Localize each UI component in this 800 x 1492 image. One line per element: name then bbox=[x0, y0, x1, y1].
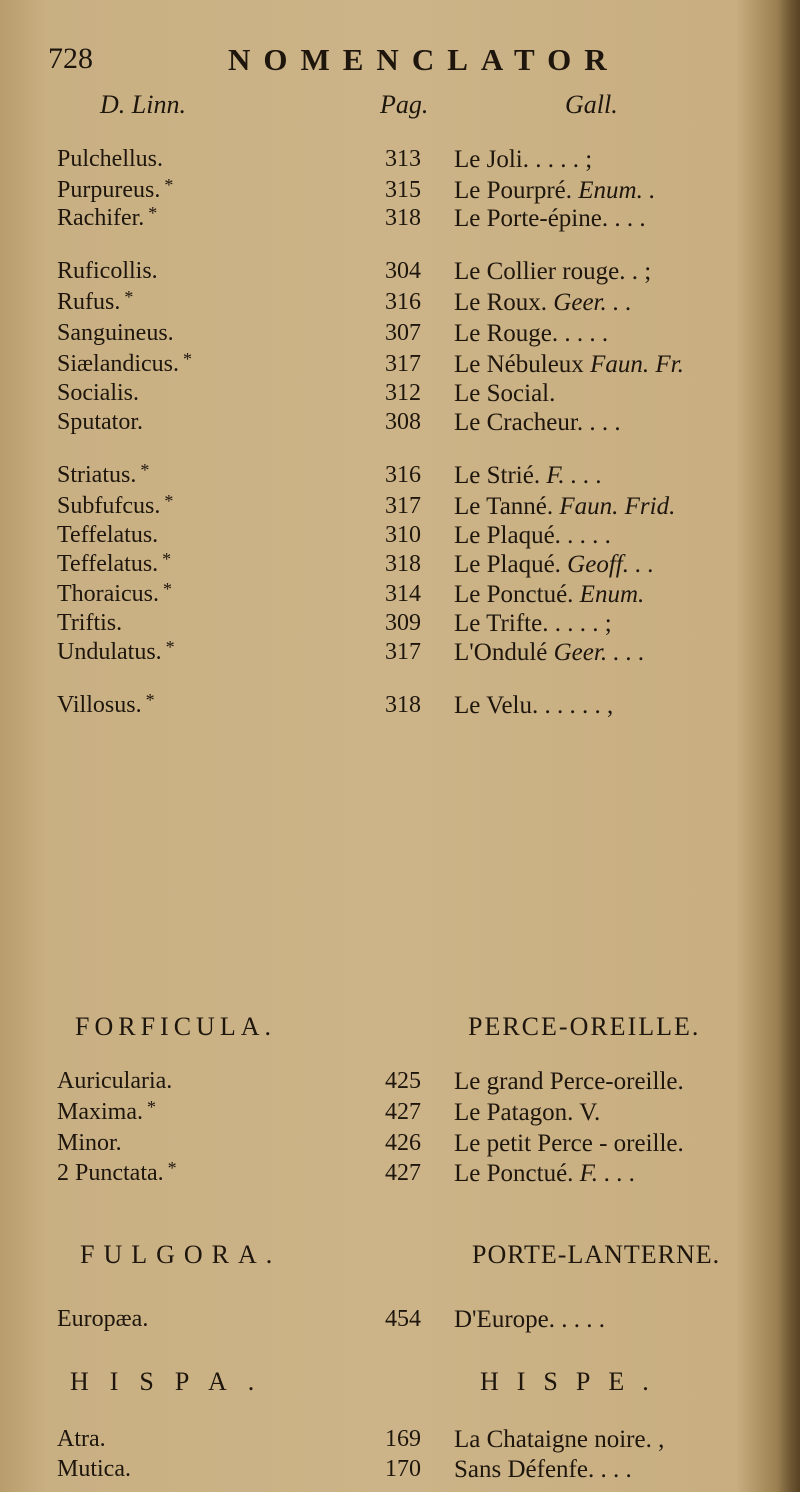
latin-name bbox=[57, 462, 149, 489]
entry-row bbox=[0, 205, 800, 239]
asterisk-mark: * bbox=[148, 203, 158, 223]
page-header bbox=[48, 42, 748, 82]
french-name-text: Le Rouge. . . . . bbox=[454, 320, 609, 347]
latin-name bbox=[57, 692, 155, 719]
french-name-text: Le Joli. . . . . ; bbox=[454, 146, 593, 173]
french-name bbox=[454, 551, 654, 579]
french-name-text: Le Collier rouge. . ; bbox=[454, 258, 652, 285]
section-french: PORTE-LANTERNE. bbox=[472, 1240, 721, 1269]
asterisk-mark: * bbox=[183, 349, 193, 369]
authority-abbreviation: Enum. . bbox=[578, 177, 656, 204]
page-reference: 318 bbox=[385, 692, 421, 718]
french-name-text: Le Tanné. bbox=[454, 493, 554, 520]
latin-name bbox=[57, 320, 178, 347]
latin-name bbox=[57, 1306, 152, 1333]
entry-row bbox=[0, 1068, 800, 1102]
french-name-text: Le grand Perce-oreille. bbox=[454, 1068, 684, 1095]
authority-abbreviation: Geer. . . bbox=[553, 289, 632, 316]
latin-name-text: Siælandicus. bbox=[57, 351, 180, 377]
page-number: 728 bbox=[48, 42, 93, 75]
french-name bbox=[454, 610, 612, 638]
authority-abbreviation: Enum. bbox=[579, 581, 645, 608]
authority-abbreviation: Geer. . . . bbox=[553, 639, 645, 666]
authority-abbreviation: Geoff. . . bbox=[567, 551, 654, 578]
latin-name-text: Striatus. bbox=[57, 462, 137, 488]
entry-row bbox=[0, 692, 800, 726]
french-name bbox=[454, 1306, 605, 1334]
french-name bbox=[454, 522, 611, 550]
french-name-text: Le Nébuleux bbox=[454, 351, 584, 378]
latin-name bbox=[57, 146, 167, 173]
latin-name bbox=[57, 205, 157, 232]
asterisk-mark: * bbox=[145, 690, 155, 710]
latin-name-text: Triftis. bbox=[57, 610, 123, 636]
page-reference: 310 bbox=[385, 522, 421, 548]
latin-name bbox=[57, 639, 175, 666]
french-name-text: Le petit Perce - oreille. bbox=[454, 1130, 684, 1157]
french-name bbox=[454, 639, 645, 667]
french-name bbox=[454, 409, 621, 437]
entry-row bbox=[0, 1456, 800, 1490]
entry-row bbox=[0, 409, 800, 443]
latin-name-text: Villosus. bbox=[57, 692, 142, 718]
latin-name-text: Subfufcus. bbox=[57, 493, 161, 519]
french-name bbox=[454, 1068, 684, 1096]
page-reference: 318 bbox=[385, 205, 421, 231]
latin-name bbox=[57, 177, 173, 204]
asterisk-mark: * bbox=[140, 460, 150, 480]
french-name-text: Le Patagon. V. bbox=[454, 1099, 601, 1126]
french-name-text: Le Strié. bbox=[454, 462, 541, 489]
latin-name-text: Purpureus. bbox=[57, 177, 161, 203]
page-reference: 313 bbox=[385, 146, 421, 172]
latin-name-text: Ruficollis. bbox=[57, 258, 158, 284]
entry-row bbox=[0, 1426, 800, 1460]
section-latin: HISPA. bbox=[70, 1367, 276, 1396]
latin-name bbox=[57, 351, 192, 378]
french-name-text: Sans Défenfe. . . . bbox=[454, 1456, 632, 1483]
french-name bbox=[454, 1426, 664, 1454]
french-name bbox=[454, 692, 613, 720]
asterisk-mark: * bbox=[162, 549, 172, 569]
entry-row bbox=[0, 258, 800, 292]
page-reference: 317 bbox=[385, 639, 421, 665]
french-name bbox=[454, 177, 655, 205]
french-name-text: Le Trifte. . . . . ; bbox=[454, 610, 612, 637]
french-name bbox=[454, 581, 644, 609]
section-latin: FORFICULA. bbox=[75, 1012, 276, 1041]
page-reference: 308 bbox=[385, 409, 421, 435]
entry-row bbox=[0, 1160, 800, 1194]
french-name-text: Le Porte-épine. . . . bbox=[454, 205, 646, 232]
french-name-text: Le Social. bbox=[454, 380, 556, 407]
french-name-text: La Chataigne noire. , bbox=[454, 1426, 665, 1453]
page-reference: 315 bbox=[385, 177, 421, 203]
latin-name-text: Rachifer. bbox=[57, 205, 145, 231]
latin-name bbox=[57, 1426, 110, 1453]
french-name bbox=[454, 493, 675, 521]
authority-abbreviation: F. . . . bbox=[579, 1160, 636, 1187]
latin-name bbox=[57, 1099, 156, 1126]
page-reference: 427 bbox=[385, 1099, 421, 1125]
section-heading-forficula bbox=[0, 1012, 800, 1052]
latin-name bbox=[57, 1068, 176, 1095]
french-name bbox=[454, 289, 632, 317]
french-name bbox=[454, 1130, 684, 1158]
asterisk-mark: * bbox=[124, 287, 134, 307]
latin-name bbox=[57, 1456, 135, 1483]
latin-name-text: Sanguineus. bbox=[57, 320, 174, 346]
entry-row bbox=[0, 320, 800, 354]
french-name bbox=[454, 146, 592, 174]
french-name-text: Le Plaqué. . . . . bbox=[454, 522, 611, 549]
page-reference: 427 bbox=[385, 1160, 421, 1186]
latin-name bbox=[57, 1160, 177, 1187]
entry-row bbox=[0, 146, 800, 180]
page-reference: 304 bbox=[385, 258, 421, 284]
page-reference: 425 bbox=[385, 1068, 421, 1094]
latin-name bbox=[57, 1130, 126, 1157]
french-name bbox=[454, 1160, 635, 1188]
column-heading-page: Pag. bbox=[380, 90, 429, 119]
page-reference: 169 bbox=[385, 1426, 421, 1452]
page-reference: 317 bbox=[385, 351, 421, 377]
french-name bbox=[454, 1456, 632, 1484]
french-name-text: Le Ponctué. bbox=[454, 581, 574, 608]
latin-name-text: Maxima. bbox=[57, 1099, 143, 1125]
page-reference: 426 bbox=[385, 1130, 421, 1156]
entry-row bbox=[0, 462, 800, 496]
latin-name-text: Pulchellus. bbox=[57, 146, 163, 172]
entry-row bbox=[0, 639, 800, 673]
french-name-text: Le Cracheur. . . . bbox=[454, 409, 621, 436]
latin-name bbox=[57, 493, 173, 520]
french-name bbox=[454, 1099, 600, 1127]
french-name-text: Le Pourpré. bbox=[454, 177, 573, 204]
french-name bbox=[454, 380, 555, 408]
french-name bbox=[454, 205, 646, 233]
latin-name bbox=[57, 289, 133, 316]
latin-name bbox=[57, 610, 126, 637]
latin-name bbox=[57, 409, 147, 436]
column-heading-latin: D. Linn. bbox=[100, 90, 186, 119]
latin-name bbox=[57, 581, 172, 608]
latin-name-text: Minor. bbox=[57, 1130, 122, 1156]
asterisk-mark: * bbox=[146, 1097, 156, 1117]
entry-row bbox=[0, 289, 800, 323]
running-title: NOMENCLATOR bbox=[228, 42, 620, 77]
section-french: PERCE-OREILLE. bbox=[468, 1012, 701, 1041]
latin-name-text: Socialis. bbox=[57, 380, 139, 406]
french-name-text: L'Ondulé bbox=[454, 639, 548, 666]
latin-name-text: Rufus. bbox=[57, 289, 121, 315]
authority-abbreviation: F. . . . bbox=[546, 462, 603, 489]
section-french: HISPE. bbox=[480, 1367, 667, 1396]
entry-row bbox=[0, 1099, 800, 1133]
page-reference: 454 bbox=[385, 1306, 421, 1332]
french-name-text: D'Europe. . . . . bbox=[454, 1306, 606, 1333]
column-heading-french: Gall. bbox=[565, 90, 618, 119]
entry-row bbox=[0, 551, 800, 585]
latin-name-text: Mutica. bbox=[57, 1456, 131, 1482]
latin-name-text: Undulatus. bbox=[57, 639, 162, 665]
page-reference: 314 bbox=[385, 581, 421, 607]
latin-name-text: Sputator. bbox=[57, 409, 144, 435]
authority-abbreviation: Faun. Fr. bbox=[590, 351, 684, 378]
asterisk-mark: * bbox=[164, 491, 174, 511]
latin-name-text: Thoraicus. bbox=[57, 581, 159, 607]
page-reference: 170 bbox=[385, 1456, 421, 1482]
french-name bbox=[454, 258, 651, 286]
asterisk-mark: * bbox=[164, 175, 174, 195]
page-reference: 312 bbox=[385, 380, 421, 406]
section-heading-hispa bbox=[0, 1367, 800, 1407]
latin-name-text: Auricularia. bbox=[57, 1068, 173, 1094]
asterisk-mark: * bbox=[167, 1158, 177, 1178]
latin-name-text: Atra. bbox=[57, 1426, 106, 1452]
page-reference: 317 bbox=[385, 493, 421, 519]
latin-name-text: Europæa. bbox=[57, 1306, 149, 1332]
page-reference: 309 bbox=[385, 610, 421, 636]
latin-name-text: 2 Punctata. bbox=[57, 1160, 164, 1186]
page-reference: 318 bbox=[385, 551, 421, 577]
entry-row bbox=[0, 1306, 800, 1340]
french-name bbox=[454, 351, 684, 379]
latin-name bbox=[57, 380, 143, 407]
french-name-text: Le Velu. . . . . . , bbox=[454, 692, 614, 719]
section-heading-fulgora bbox=[0, 1240, 800, 1280]
french-name-text: Le Roux. bbox=[454, 289, 548, 316]
latin-name bbox=[57, 258, 162, 285]
page-reference: 307 bbox=[385, 320, 421, 346]
entry-row bbox=[0, 1130, 800, 1164]
french-name bbox=[454, 462, 602, 490]
page-reference: 316 bbox=[385, 289, 421, 315]
latin-name bbox=[57, 522, 162, 549]
section-latin: FULGORA. bbox=[80, 1240, 282, 1269]
french-name-text: Le Ponctué. bbox=[454, 1160, 574, 1187]
french-name-text: Le Plaqué. bbox=[454, 551, 561, 578]
latin-name bbox=[57, 551, 171, 578]
latin-name-text: Teffelatus. bbox=[57, 522, 159, 548]
page-reference: 316 bbox=[385, 462, 421, 488]
asterisk-mark: * bbox=[162, 579, 172, 599]
asterisk-mark: * bbox=[165, 637, 175, 657]
french-name bbox=[454, 320, 608, 348]
latin-name-text: Teffelatus. bbox=[57, 551, 159, 577]
authority-abbreviation: Faun. Frid. bbox=[559, 493, 676, 520]
